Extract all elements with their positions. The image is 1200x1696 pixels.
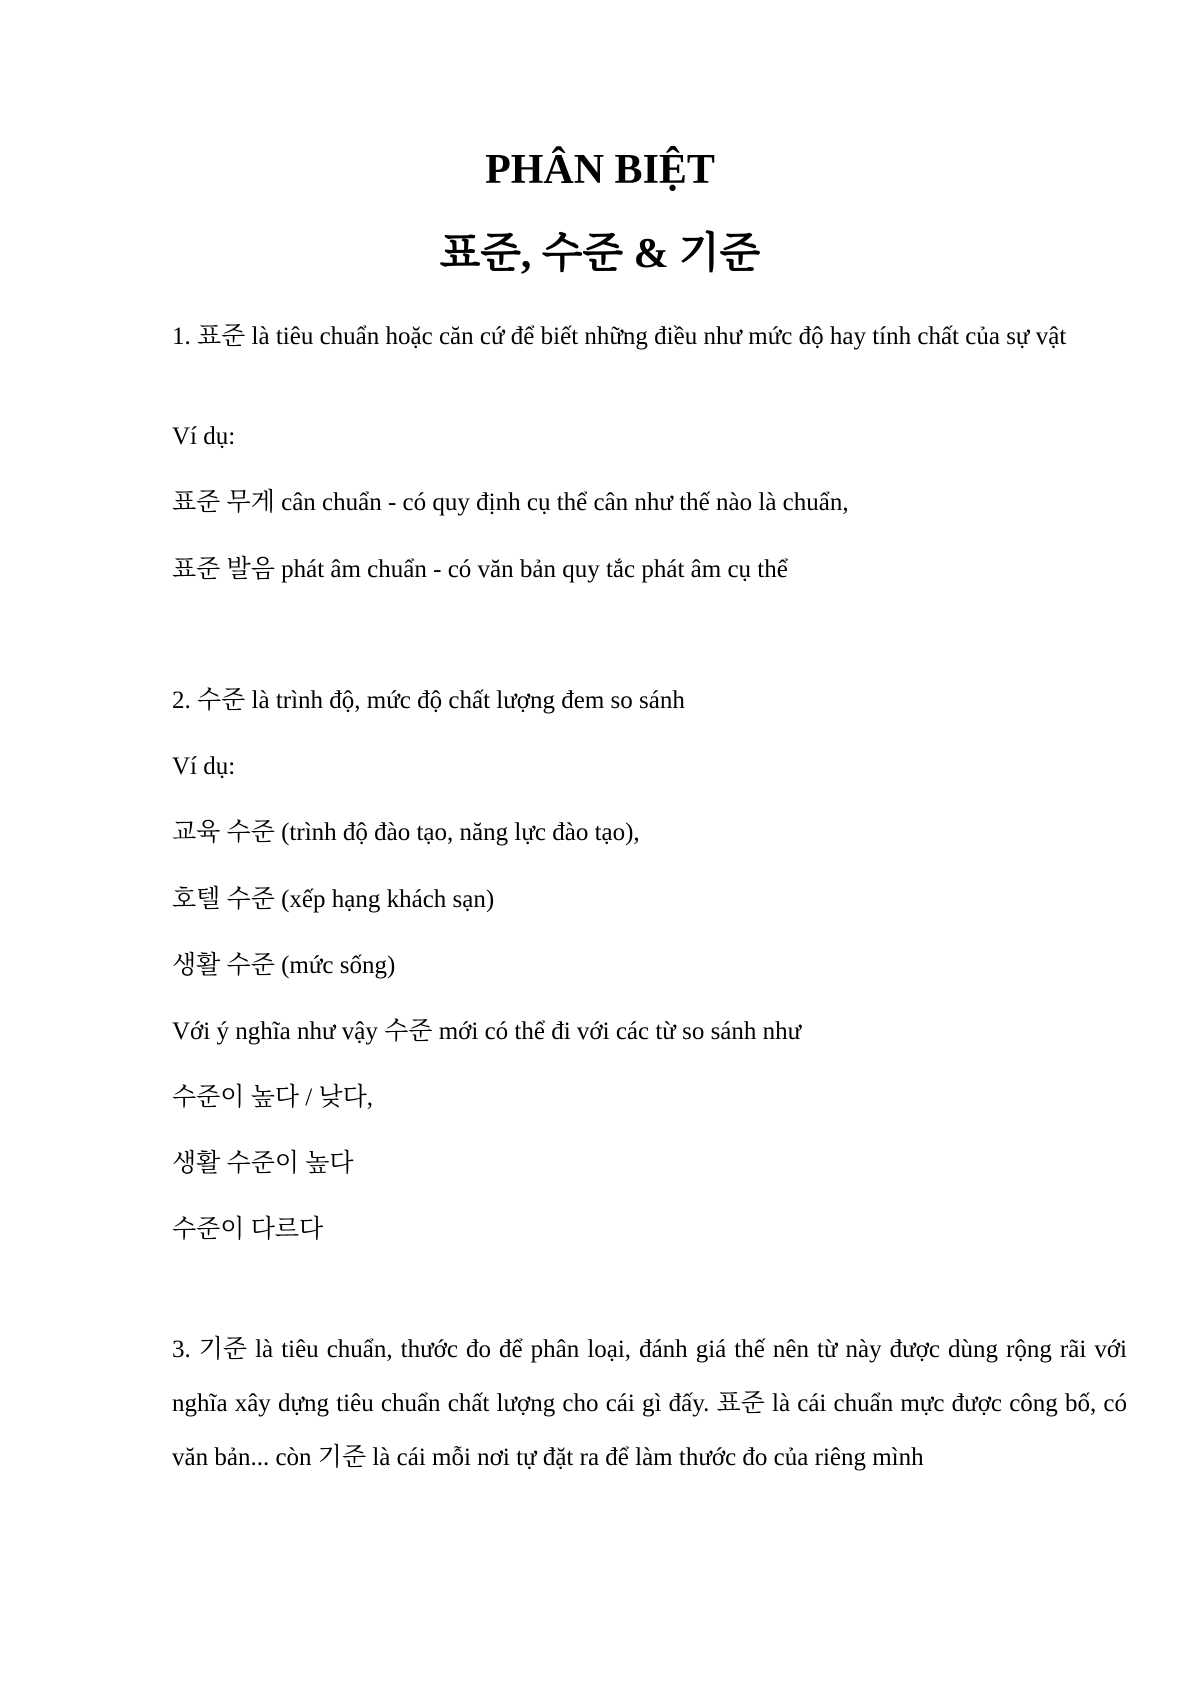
section-1-example-2: 표준 발음 phát âm chuẩn - có văn bản quy tắc phát âm cụ thể <box>172 556 788 583</box>
section-2-comparison-3: 수준이 다르다 <box>172 1216 324 1243</box>
section-1-example-label: Ví dụ: <box>172 423 236 450</box>
section-2-note: Với ý nghĩa như vậy 수준 mới có thể đi với các từ so sánh như <box>172 1018 802 1045</box>
title-heading: PHÂN BIỆT <box>485 147 715 193</box>
section-2-example-3: 생활 수준 (mức sống) <box>172 952 396 979</box>
section-3-definition: 3. 기준 là tiêu chuẩn, thước đo để phân loại, đánh giá thế nên từ này được dùng rộng rãi với nghĩa xây dựng tiêu chuẩn chất lượng cho cái gì đấy. 표준 là cái chuẩn mực được công bố, có văn bản... còn 기준 là cái mỗi nơi tự đặt ra để làm thước đo của riêng mình <box>172 1336 1127 1471</box>
section-2-comparison-1: 수준이 높다 / 낮다, <box>172 1084 373 1111</box>
section-2-comparison-2: 생활 수준이 높다 <box>172 1150 354 1177</box>
section-2-definition: 2. 수준 là trình độ, mức độ chất lượng đem so sánh <box>172 687 685 714</box>
section-2-example-1: 교육 수준 (trình độ đào tạo, năng lực đào tạo), <box>172 819 640 846</box>
title-korean-terms: 표준, 수준 & 기준 <box>439 231 761 277</box>
section-1-definition: 1. 표준 là tiêu chuẩn hoặc căn cứ để biết những điều như mức độ hay tính chất của sự vật <box>172 323 1067 350</box>
section-1-example-1: 표준 무게 cân chuẩn - có quy định cụ thể cân như thế nào là chuẩn, <box>172 489 849 516</box>
section-2-example-label: Ví dụ: <box>172 753 236 780</box>
section-2-example-2: 호텔 수준 (xếp hạng khách sạn) <box>172 886 495 913</box>
